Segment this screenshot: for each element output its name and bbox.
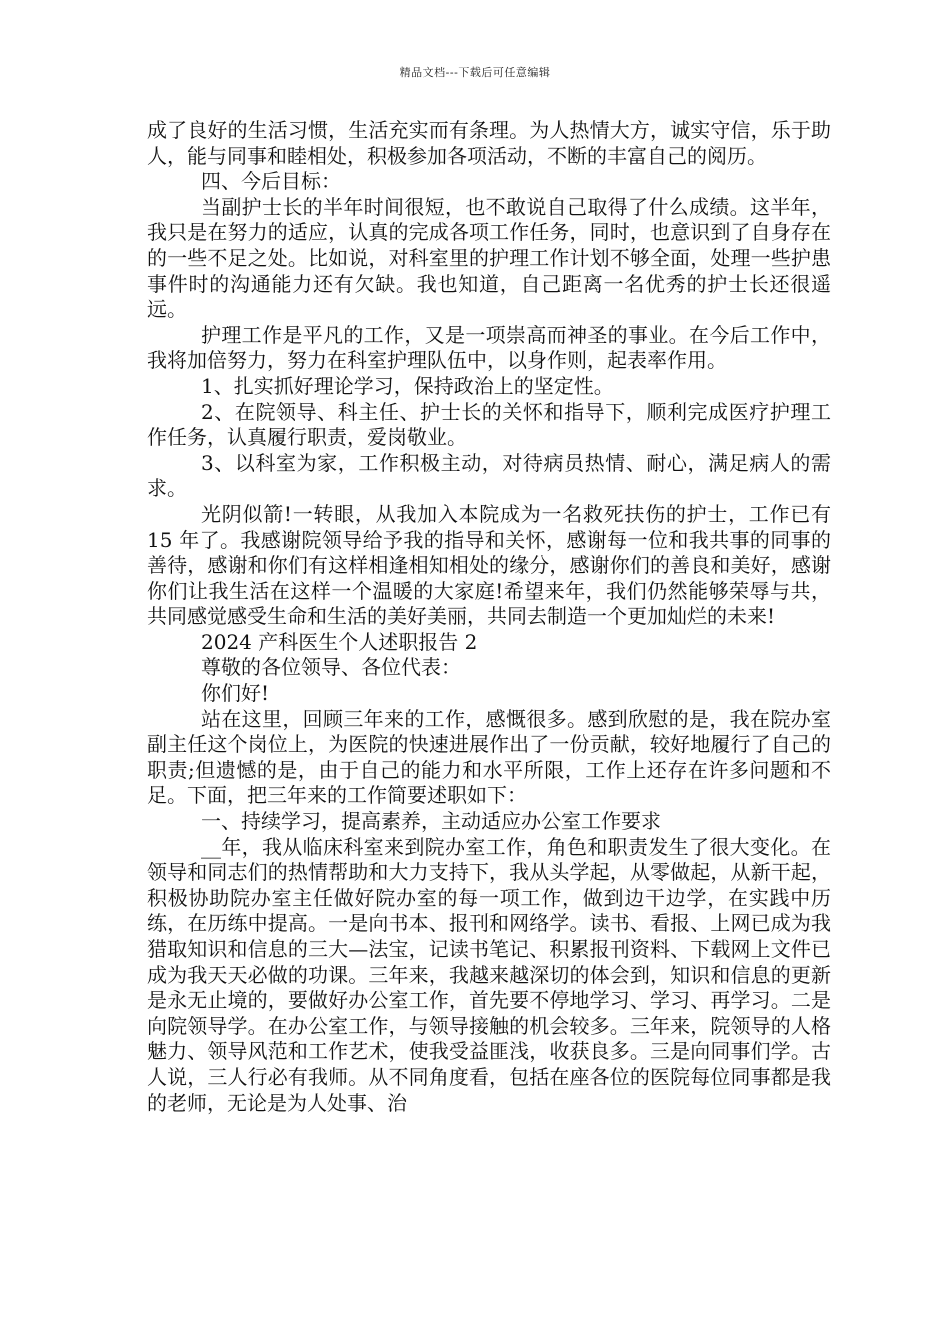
list-item-1: 1、扎实抓好理论学习，保持政治上的坚定性。: [201, 373, 614, 398]
document-body: [147, 118, 831, 1116]
paragraph-habits: 成了良好的生活习惯，生活充实而有条理。为人热情大方，诚实守信，乐于助人，能与同事和睦相处，积极参加各项活动，不断的丰富自己的阅历。: [147, 118, 831, 168]
report-title: 2024 产科医生个人述职报告 2: [201, 629, 478, 654]
section-heading-1: 一、持续学习，提高素养，主动适应办公室工作要求: [201, 809, 661, 834]
list-item-3: 3、以科室为家，工作积极主动，对待病员热情、耐心，满足病人的需求。: [147, 450, 831, 501]
salutation: 尊敬的各位领导、各位代表：: [201, 655, 461, 680]
heading-future-goals: 四、今后目标：: [201, 169, 341, 194]
paragraph-half-year: 当副护士长的半年时间很短，也不敢说自己取得了什么成绩。这半年，我只是在努力的适应，认真的完成各项工作任务，同时，也意识到了自身存在的一些不足之处。比如说，对科室里的护理工作计划不够全面，处理一些护患事件时的沟通能力还有欠缺。我也知道，自己距离一名优秀的护士长还很遥远。: [147, 194, 831, 322]
paragraph-gratitude: 光阴似箭!一转眼，从我加入本院成为一名救死扶伤的护士，工作已有 15 年了。我感谢院领导给予我的指导和关怀，感谢每一位和我共事的同事的 善待，感谢和你们有这样相逢相知相处的缘分，感谢你们的善良和美好，感谢你们让我生活在这样一个温暖的大家庭!希望来年，我们仍然能够荣辱与共，共同感觉感受生命和生活的美好美丽，共同去制造一个更加灿烂的未来!: [147, 501, 831, 629]
paragraph-learning: __年，我从临床科室来到院办室工作，角色和职责发生了很大变化。在领导和同志们的热情帮助和大力支持下，我从头学起，从零做起，从新干起，积极协助院办室主任做好院办室的每一项工作，做到边干边学，在实践中历练，在历练中提高。一是向书本、报刊和网络学。读书、看报、上网已成为我猎取知识和信息的三大—法宝，记读书笔记、积累报刊资料、下载网上文件已成为我天天必做的功课。三年来，我越来越深切的体会到，知识和信息的更新是永无止境的，要做好办公室工作，首先要不停地学习、学习、再学习。二是向院领导学。在办公室工作，与领导接触的机会较多。三年来，院领导的人格魅力、领导风范和工作艺术，使我受益匪浅，收获良多。三是向同事们学。古人说，三人行必有我师。从不同角度看，包括在座各位的医院每位同事都是我的老师，无论是为人处事、治: [147, 834, 831, 1115]
paragraph-nursing-work: 护理工作是平凡的工作，又是一项崇高而神圣的事业。在今后工作中，我将加倍努力，努力在科室护理队伍中，以身作则，起表率作用。: [147, 322, 831, 373]
list-item-2: 2、在院领导、科主任、护士长的关怀和指导下，顺利完成医疗护理工作任务，认真履行职责，爱岗敬业。: [147, 399, 831, 450]
page-header: 精品文档---下载后可任意编辑: [399, 66, 551, 79]
paragraph-review: 站在这里，回顾三年来的工作，感慨很多。感到欣慰的是，我在院办室副主任这个岗位上，为医院的快速进展作出了一份贡献，较好地履行了自己的职责;但遗憾的是，由于自己的能力和水平所限，工作上还存在许多问题和不足。下面，把三年来的工作简要述职如下：: [147, 706, 831, 808]
greeting: 你们好!: [201, 681, 270, 706]
